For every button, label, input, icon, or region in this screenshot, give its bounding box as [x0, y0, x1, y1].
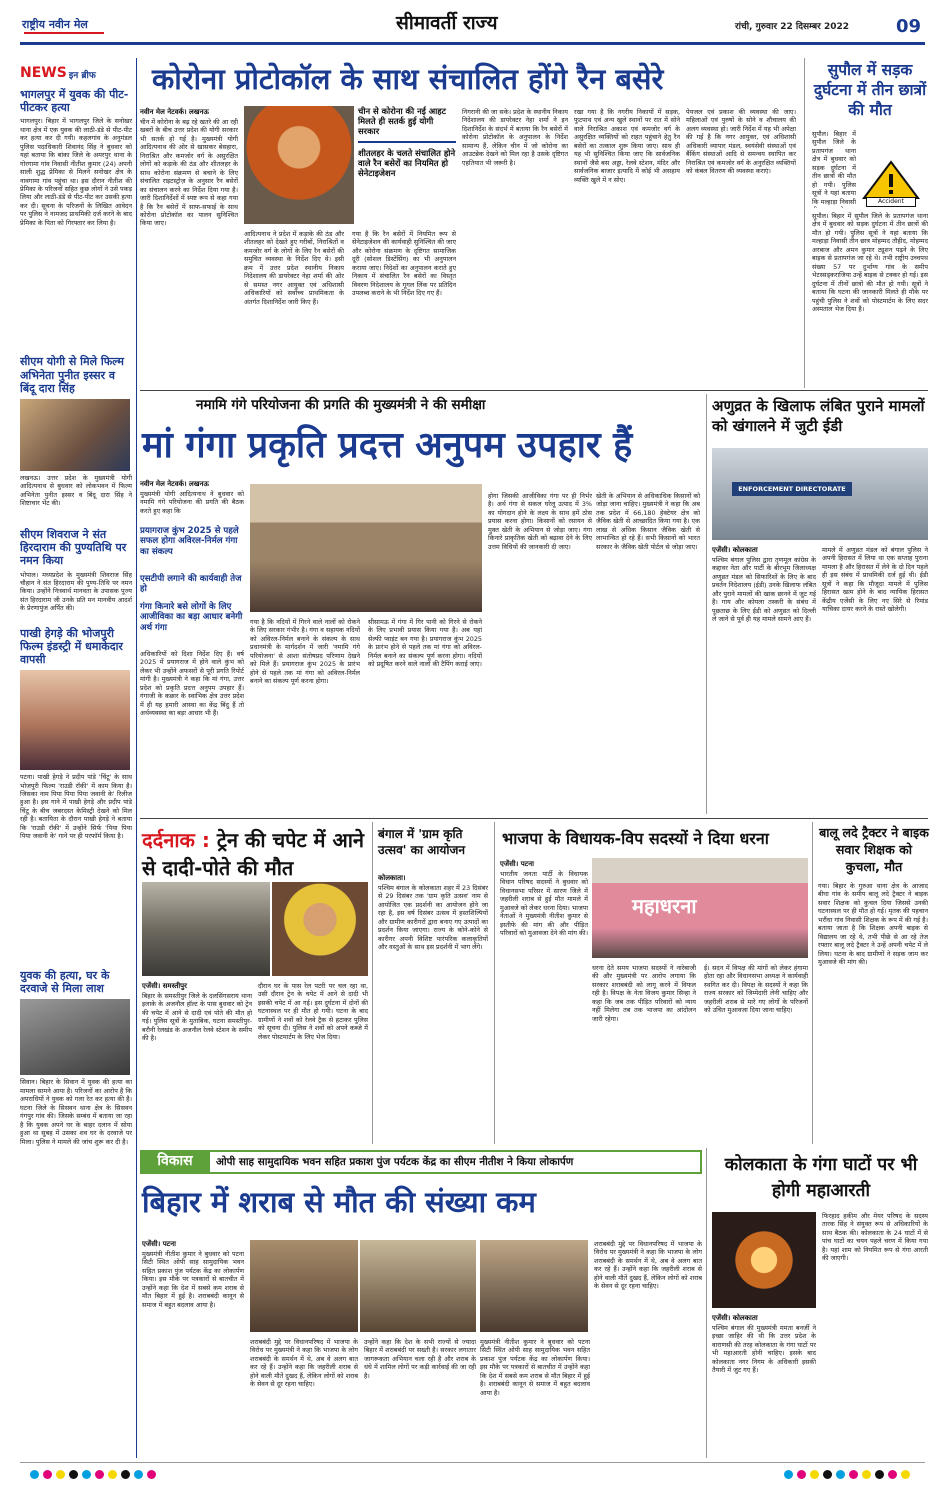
dharna-divider [494, 822, 495, 1144]
ed-sign: ENFORCEMENT DIRECTORATE [732, 482, 852, 496]
sidebar-story4-title: पाखी हेगड़े की भोजपुरी फिल्म इंडस्ट्री में धमाकेदार वापसी [20, 626, 123, 666]
tractor-body: गया। बिहार के गुरुआ थाना क्षेत्र के आजाद बीघा गांव के समीप बालू लदे ट्रैक्टर ने बाइक सवार शिक्षक को कुचल दिया जिससे उनकी घटनास्थल पर ही मौत हो गई। मृतक की पहचान भरौंधा गांव निवासी शिक्षक के रूप में की गई है। बताया जाता है कि शिक्षक अपनी बाइक से विद्यालय जा रहे थे, तभी पीछे से आ रहे तेज रफ्तार बालू लदे ट्रैक्टर ने उन्हें अपनी चपेट में ले लिया। घटना के बाद ग्रामीणों ने सड़क जाम कर मुआवजे की मांग की। [818, 882, 928, 967]
sidebar-story5-title: युवक की हत्या, घर के दरवाजे से मिला लाश [20, 969, 110, 996]
yogi-photo [244, 106, 354, 224]
corona-body-col3: गया है कि रैन बसेरों में नियमित रूप से सेनेटाइजेशन की कार्यवाही सुनिश्चित की जाए और कोरोना संक्रमण के दृष्टिगत सामाजिक दूरी (सोशल डिस्टेंसिंग) का भी अनुपालन कराया जाए। निदेशों का अनुपालन कराते हुए निकाय में संचालित रैन बसेरों का विस्तृत विवरण निदेशालय के गूगल लिंक पर प्रतिदिन उपलब्ध कराने के भी निर्देश दिए गए हैं। [352, 230, 456, 298]
train-headline-text: ट्रेन की चपेट में आने से दादी-पोते की मौत [142, 828, 365, 880]
strip-text-box [210, 1152, 700, 1172]
registration-marks-left [30, 1470, 160, 1479]
dateline: रांची, गुरुवार 22 दिसम्बर 2022 [735, 22, 849, 32]
supaul-body: सुपौल। बिहार में सुपौल जिले के प्रतापगंज थाना क्षेत्र में बुधवार को सड़क दुर्घटना में तीन छात्रों की मौत हो गयी। पुलिस सूत्रों ने यहां बताया कि मल्हाड़ा निवासी [812, 130, 856, 206]
ganga-body-col5: खेती के अभियान से अधिकाधिक किसानों को जोड़ा जाना चाहिए। मुख्यमंत्री ने कहा कि अब तक प्रदेश में 66,180 हेक्टेयर क्षेत्र को जैविक खेती से आच्छादित किया गया है। एक लाख से अधिक किसान जैविक खेती से लाभान्वित हो रहे हैं। सभी किसानों को भारत सरकार के जैविक खेती पोर्टल से जोड़ा जाए। [596, 492, 700, 551]
accident-sign-label: Accident [866, 197, 916, 207]
footer-rule [20, 1462, 925, 1463]
train-photo [142, 882, 270, 976]
corona-body-col6: पेयजल एवं प्रकाश की व्यवस्था की जाए। महिलाओं एवं पुरुषों के सोने व शौचालय की अलग व्यवस्था हो। जारी निर्देश में यह भी अपेक्षा की गई है कि नगर आयुक्त, एवं अधिशासी अधिकारी व्यापार मंडल, स्वयंसेवी संस्थाओं एवं बैंकिंग संस्थाओं आदि से समन्वय स्थापित कर निराश्रित एवं कमजोर वर्ग के अनुरक्षित व्यक्तियों को कंबल वितरण की व्यवस्था कराएं। [686, 108, 796, 176]
corona-byline: नवीन मेल नेटवर्क। लखनऊ [140, 108, 209, 116]
supaul-headline: सुपौल में सड़क दुर्घटना में तीन छात्रों की मौत [813, 61, 927, 119]
train-headline [142, 826, 370, 882]
tractor-headline: बालू लदे ट्रैक्टर ने बाइक सवार शिक्षक को कुचला, मौत [819, 825, 929, 874]
accident-sign [860, 160, 922, 206]
aarti-byline: एजेंसी। कोलकाता [712, 1314, 758, 1322]
right-column-divider [804, 58, 805, 388]
ganga-headline: मां गंगा प्रकृति प्रदत्त अनुपम उपहार हैं [142, 425, 633, 466]
train-headline-red: दर्दनाक : [142, 828, 210, 852]
corona-callout-1: चीन से कोरोना की नई आहट मिलते ही सतर्क हुई योगी सरकार [358, 106, 446, 137]
ganga-aarti-photo [712, 1212, 816, 1308]
ganga-body-col2: गया है कि नदियों में गिरने वाले नालों को रोकने के लिए सरकार गंभीर है। गंगा व सहायक नदियों को अविरल-निर्मल बनाने के संकल्प के साथ प्रधानमंत्री के मार्गदर्शन में जारी 'नमामि गंगे परियोजना' से आशा संतोषप्रद परिणाम देखने को मिले हैं। प्रयागराज कुंभ 2025 के प्रारंभ होने से पहले तक मां गंगा को अविरल-निर्मल बनाने का संकल्प पूर्ण करना होगा। [250, 618, 360, 686]
ed-body-col2: मामले में अणुव्रत मंडल को बंगाल पुलिस ने अपनी हिरासत में लिया था एक सप्ताह पुराना मामला है और हिरासत में लेने के दो दिन पहले ही इस संबंध में प्राथमिकी दर्ज हुई थी। ईडी सूत्रों ने कहा कि मौजूदा मामले में पुलिस हिरासत खत्म होने के बाद न्यायिक हिरासत केंद्रीय एजेंसी के लिए नए सिरे से रिमांड याचिका दायर करने के रास्ते खोलेगी। [822, 546, 928, 614]
nitish-photo-1 [250, 1240, 358, 1332]
meeting-photo [250, 484, 482, 612]
bengal-divider [372, 822, 373, 1144]
strip-label: विकास [157, 1153, 193, 1170]
liquor-body-col1: मुख्यमंत्री नीतीश कुमार ने बुधवार को पटना सिटी स्थित ओपी साह सामुदायिक भवन सहित प्रकाश पुंज पर्यटक केंद्र का लोकार्पण किया। इस मौके पर पत्रकारों से बातचीत में उन्होंने कहा कि देश में सबसे कम शराब से मौत बिहार में हुई है। शराबबंदी कानून से समाज में बहुत बदलाव आया है। [142, 1250, 244, 1309]
aarti-body-col1: पश्चिम बंगाल की मुख्यमंत्री ममता बनर्जी ने इच्छा जाहिर की थी कि उत्तर प्रदेश के वाराणसी की तरह कोलकाता के गंगा घाटों पर भी महाआरती होनी चाहिए। इसके बाद कोलकाता नगर निगम के अधिकारी इसकी तैयारी में जुट गए हैं। [712, 1324, 816, 1375]
liquor-headline: बिहार में शराब से मौत की संख्या कम [142, 1185, 536, 1219]
ed-headline: अणुव्रत के खिलाफ लंबित पुराने मामलों को खंगालने में जुटी ईडी [712, 397, 925, 435]
development-strip [140, 1150, 702, 1174]
ganga-kicker: नमामि गंगे परियोजना की प्रगति की मुख्यमंत्री ने की समीक्षा [196, 397, 486, 413]
ganga-byline: नवीन मेल नेटवर्क। लखनऊ [140, 480, 209, 488]
strip-text: ओपी साह सामुदायिक भवन सहित प्रकाश पुंज पर्यटक केंद्र का सीएम नीतीश ने किया लोकार्पण [216, 1155, 574, 1168]
ganga-block [140, 480, 702, 810]
sidebar-divider [136, 58, 137, 1458]
ganga-sub-1: प्रयागराज कुंभ 2025 से पहले सफल होगा अविरल-निर्मल गंगा का संकल्प [140, 526, 239, 557]
page-number: 09 [896, 16, 922, 37]
ganga-intro: मुख्यमंत्री योगी आदित्यनाथ ने बुधवार को नमामि गंगे परियोजना की प्रगति की बैठक करते हुए कहा कि [140, 490, 244, 515]
ganga-body-col3: सीसामऊ में गंगा में गिर पानी को गिरने से रोकने के लिए प्रभावी प्रयास किया गया है। अब यहां सेल्फी प्वाइंट बन गया है। प्रयागराज कुंभ 2025 के प्रारंभ होने से पहले तक मां गंगा को अविरल-निर्मल बनाने का संकल्प पूर्ण करना होगा। नदियों को प्रदूषित करने वाले नालों की टैपिंग कराई जाए। [368, 618, 482, 669]
dharna-body-col2: धरना देते समय भाजपा सदस्यों ने नारेबाजी की और मुख्यमंत्री पर आरोप लगाया कि सरकार शराबबंदी को लागू करने में विफल रही है। विपक्ष के नेता विजय कुमार सिन्हा ने कहा कि जब तक पीड़ित परिवारों को न्याय नहीं मिलेगा तब तक भाजपा का आंदोलन जारी रहेगा। [592, 964, 696, 1023]
aarti-body-col2: फिरहाद हकीम और मेयर परिषद के सदस्य तारक सिंह ने संयुक्त रूप से अधिकारियों के साथ बैठक की। कोलकाता के 24 घाटों में से पांच घाटों का चयन पहले चरण में किया गया है। यहां शाम को नियमित रूप से गंगा आरती की जाएगी। [822, 1212, 928, 1263]
train-body-col1: बिहार के समस्तीपुर जिले के दलसिंगसराय थाना इलाके के अजनौल हॉल्ट के पास बुधवार को ट्रेन की चपेट में आने से दादी एवं पोते की मौत हो गई। पुलिस सूत्रों के मुताबिक, घटना समस्तीपुर-बरौनी रेलखंड के अजनौल रेलवे स्टेशन के समीप की है। [142, 992, 252, 1043]
masthead [0, 0, 945, 50]
corona-callout-2: शीतलहर के चलते संचालित होने वाले रैन बसेरों का नियमित हो सेनेटाइजेशन [358, 148, 456, 179]
ed-byline: एजेंसी। कोलकाता [712, 546, 758, 554]
grieving-woman-photo [272, 882, 368, 976]
logo: राष्ट्रीय नवीन मेल [22, 18, 88, 31]
aarti-headline: कोलकाता के गंगा घाटों पर भी होगी महाआरती [724, 1155, 918, 1201]
sidebar-story3-body: भोपाल। मध्यप्रदेश के मुख्यमंत्री शिवराज सिंह चौहान ने संत हिरदाराम की पुण्य-तिथि पर नमन किया। उन्होंने निःस्वार्थ मानवता के उपासक पूज्य संत हिरदाराम जी उनके प्रति मन मानवीय आदर्श के प्रेरणापुंज अर्पित की। [20, 570, 132, 613]
news-label: NEWS इन ब्रीफ [20, 64, 96, 81]
bengal-headline: बंगाल में 'ग्राम कृति उत्सव' का आयोजन [378, 827, 466, 857]
ganga-sub-2: एसटीपी लगाने की कार्यवाही तेज हो [140, 574, 242, 595]
train-byline: एजेंसी। समस्तीपुर [142, 982, 187, 990]
dharna-body-col1: भारतीय जनता पार्टी के विधायक विधान परिषद सदस्यों ने बुधवार को विधानसभा परिसर में सारण जिले में जहरीली शराब से हुई मौत मामले में मुआवजे को लेकर धरना दिया। भाजपा नेताओं ने मुख्यमंत्री नीतीश कुमार से इस्तीफे की मांग की और पीड़ित परिवारों को मुआवजा देने की मांग की। [500, 870, 588, 938]
corona-body-col5: रखा गया है कि नगरीय निकायों में सड़क, फुटपाथ एवं अन्य खुले स्थानों पर रात में सोने वाले निराश्रित अकाश एवं कमजोर वर्ग के असुरक्षित व्यक्तियों को राहत पहुंचाने हेतु रैन बसेरों का तत्काल शुरू किया जाए। साथ ही यह भी सुनिश्चित किया जाए कि सार्वजनिक स्थानों जैसे बस अड्डा, रेलवे स्टेशन, मंदिर और सार्वजनिक बाजार इत्यादि में कोई भी असहाय व्यक्ति खुले में न सोए। [574, 108, 680, 184]
supaul-body-cont: सुपौल। बिहार में सुपौल जिले के प्रतापगंज थाना क्षेत्र में बुधवार को सड़क दुर्घटना में तीन छात्रों की मौत हो गयी। पुलिस सूत्रों ने यहां बताया कि मल्हाड़ा निवासी तीन छात्र मोहम्मद तौहीद, मोहम्मद अरबाज और अमन कुमार ट्यूशन पढ़ने के लिए बाइक से प्रतापगंज जा रहे थे। तभी राष्ट्रीय उच्चपथ संख्या 57 पर दुर्भाग्य गांव के समीप भेटस्सड्कराजिया उन्हें बाइक से टक्कर हो गई। इस दुर्घटना में तीनों छात्रों की मौत हो गयी। सूत्रों ने बताया कि घटना की जानकारी मिलते ही मौके पर पहुंची पुलिस ने शवों को पोस्टमार्टम के लिए सदर अस्पताल भेज दिया है। [812, 212, 928, 313]
row2-rule [140, 818, 928, 819]
liquor-body-col6: शराबबंदी मुद्दे पर विधानपरिषद में भाजपा के विरोध पर मुख्यमंत्री ने कहा कि भाजपा के लोग शराबबंदी के समर्थन में थे, अब वे अलग बात कर रहे हैं। उन्होंने कहा कि जहरीली शराब से होने वाली मौतें दुखद हैं, लेकिन लोगों को शराब के सेवन से दूर रहना चाहिए। [594, 1240, 702, 1291]
logo-swoosh [24, 32, 104, 34]
sidebar-story3-title: सीएम शिवराज ने संत हिरदाराम की पुण्यतिथि पर नमन किया [20, 527, 127, 568]
sidebar-news-brief [20, 58, 132, 1458]
nitish-photo-2 [360, 1240, 476, 1332]
aarti-divider [706, 1148, 707, 1458]
row1-rule [140, 390, 928, 391]
dharna-photo [592, 858, 808, 958]
masthead-rule [20, 42, 925, 45]
liquor-byline: एजेंसी। पटना [142, 1240, 176, 1248]
crime-scene-photo [20, 999, 130, 1075]
dharna-headline: भाजपा के विधायक-विप सदस्यों ने दिया धरना [502, 829, 769, 848]
sidebar-story5-body: सिवान। बिहार के सिवान में युवक की हत्या का मामला सामने आया है। परिजनों का आरोप है कि अपराधियों ने युवक को गला रेत कर हत्या की है। घटना जिले के सिसवन थाना क्षेत्र के सिसवन गंगपुर गांव की। जिसके सम्बंध में बताया जा रहा है कि युवक अपने घर के बाहर दलान में सोया हुआ था सुबह में उसका शव घर के दरवाजे पर मिला। पुलिस ने मामले की जांच शुरू कर दी है। [20, 1078, 132, 1146]
bengal-byline: कोलकाता। [378, 874, 406, 882]
ganga-body-col4: होगा जिसकी आजीविका गंगा पर ही निर्भर है। अर्थ गंगा से सकल घरेलू उत्पाद में 3% का योगदान होने के लक्ष्य के साथ हमें ठोस प्रयास करना होगा। किसानों को रसायन से मुक्त खेती के अभियान से जोड़ा जाए। गंगा किनारे प्राकृतिक खेती को बढ़ावा देने के लिए उत्तम विधियों की जानकारी दी जाए। [488, 492, 592, 551]
section-title: सीमावर्ती राज्य [396, 12, 498, 34]
corona-body-col4: निगरानी की जा सके। प्रदेश के स्थानीय निकाय निदेशालय की डायरेक्टर नेहा शर्मा ने इन दिशानिर्देश के संदर्भ में बताया कि रैन बसेरों में कोरोना प्रोटोकॉल के अनुपालन के निर्देश सामान्य हैं, लेकिन चीन में जो कोरोना का आउटब्रेक देखने को मिल रहा है उसके दृष्टिगत एहतियात भी जरूरी है। [462, 108, 568, 167]
sidebar-story4-body: पटना। पाखी हेगड़े ने प्रदीप पांडे 'चिंटू' के साथ भोजपुरी फिल्म 'राउडी रॉकी' में काम किया है। जिसका नाम पिया पिया पिया जवानी के' रिलीज हुआ है। इस गाने में पाखी हेगड़े और प्रदीप पांडे चिंटू के बीच जबरदस्त केमिस्ट्री देखने को मिल रही है। बतायिता के दौरान पाखी हेगड़े ने बताया कि 'राउडी रॉकी' में उन्होंने सिर्फ 'पिया पिया पिया जवानी के' गाने पर ही परफॉर्म किया है। [20, 773, 132, 841]
corona-callout-box [358, 106, 456, 224]
bengal-body: पश्चिम बंगाल के कोलकाता शहर में 23 दिसंबर से 29 दिसंबर तक 'ग्राम कृति उत्सव' नाम से आयोजित एक प्रदर्शनी का आयोजन होने जा रहा है, इस वर्ष दिसंबर उत्सव में हस्तशिल्पियों और ग्रामीण कारीगरों द्वारा बनाए गए उत्पादों का प्रदर्शन किया जाएगा। राज्य के कोने-कोने से कारीगर अपनी विशिष्ट पारंपरिक कलाकृतियों और वस्तुओं के साथ इस प्रदर्शनी में भाग लेंगे। [378, 884, 488, 952]
liquor-body-col2: शराबबंदी मुद्दे पर विधानपरिषद में भाजपा के विरोध पर मुख्यमंत्री ने कहा कि भाजपा के लोग शराबबंदी के समर्थन में थे, अब वे अलग बात कर रहे हैं। उन्होंने कहा कि जहरीली शराब से होने वाली मौतें दुखद हैं, लेकिन लोगों को शराब के सेवन से दूर रहना चाहिए। [250, 1338, 358, 1389]
corona-headline: कोरोना प्रोटोकॉल के साथ संचालित होंगे रैन बसेरे [152, 62, 664, 96]
dharna-banner: महाधरना [632, 894, 697, 918]
corona-body-col2: आदित्यनाथ ने प्रदेश में कड़ाके की ठंड और शीतलहर को देखते हुए गरीबों, निराश्रितों व कमजोर वर्ग के लोगों के लिए रैन बसेरों की समुचित व्यवस्था के निर्देश दिए थे। इसी क्रम में उत्तर प्रदेश स्थानीय निकाय निदेशालय की डायरेक्टर नेहा शर्मा की ओर से समस्त नगर आयुक्त एवं अधिशासी अधिकारियों को सर्वोच्च प्राथमिकता के अंतर्गत दिशानिर्देश जारी किए हैं। [244, 230, 344, 306]
dharna-body-col3: ई। सदन में विपक्ष की मांगों को लेकर हंगामा होता रहा और विधानसभा अध्यक्ष ने कार्यवाही स्थगित कर दी। विपक्ष के सदस्यों ने कहा कि राज्य सरकार को जिम्मेदारी लेनी चाहिए और जहरीली शराब से मारे गए लोगों के परिजनों को उचित मुआवजा दिया जाना चाहिए। [704, 964, 808, 1015]
sidebar-story1-body: भागलपुर। बिहार में भागलपुर जिले के सनोखर थाना क्षेत्र में एक युवक की लाठी-डंडे से पीट-पीट कर हत्या कर दी गयी। कहलगांव के अनुमंडल पुलिस पदाधिकारी शिवानंद सिंह ने बुधवार को यहां बताया कि बांका जिले के अमरपुर थाना के गोरगामा गांव निवासी नीतीश कुमार (24) अपनी साली शुद्ध प्रेमिका से मिलने सनोखर क्षेत्र के नावगामा गांव पहुंचा था। इस दौरान नीतीश की प्रेमिका के परिजनों सहित कुछ लोगों ने उसे पकड़ लिया और लाठी-डंडे से पीट-पीट कर उसकी हत्या कर दी। सूचना के परिजनों के लिखित आवेदन पर पुलिस ने नामजद प्राथमिकी दर्ज करने के बाद प्रेमिका के पिता को गिरफ्तार कर लिया है। [20, 117, 132, 227]
ed-building-photo [712, 448, 928, 540]
pakhi-hegde-photo [20, 670, 130, 770]
corona-body-col1: चीन में कोरोना के बढ़ रहे खतरे की आ रही खबरों के बीच उत्तर प्रदेश की योगी सरकार भी सतर्क हो गई है। मुख्यमंत्री योगी आदित्यनाथ की ओर से खासकर बेसहारा, निराश्रित और कमजोर वर्ग के असुरक्षित लोगों को कड़ाके की ठंड और शीतलहर के साथ कोरोना संक्रमण से बचाने के लिए संचालित राइटस्ट्रोज़ के अनुसार रैन बसेरों का संचालन करने का निर्देश दिया गया है। जारी दिशानिर्देशों में स्पष्ट रूप से कहा गया है कि रैन बसेरों में साफ-सफाई के साथ कोरोना प्रोटोकॉल का पालन सुनिश्चित किया जाए। [140, 118, 238, 228]
ed-body-col1: पश्चिम बंगाल पुलिस द्वारा तृणमूल कांग्रेस के कद्दावर नेता और पार्टी के बीरभूम जिलाध्यक्ष अणुव्रत मंडल को सिफारिशों के लिए के बाद प्रवर्तन निदेशालय (ईडी) उनके खिलाफ लंबित और पुराने मामलों की खाक छानने में जुट गई है। गाय और कोयला तस्करी के संबंध में पूछताछ के लिए ईडी को अणुव्रत को दिल्ली ले जाने से पूर्व ही यह मामले सामने आए हैं। [712, 556, 816, 624]
train-body-col2: दौरान घर के पास रेल पटरी पर चल रहा था, उसी दौरान ट्रेन के चपेट में आने से दादी भी इसकी चपेट में आ गई। इस दुर्घटना में दोनों की घटनास्थल पर ही मौत हो गयी। घटना के बाद ग्रामीणों ने शवों को रेलवे ट्रैक से हटाकर पुलिस को सूचना दी। पुलिस ने शवों को अपने कब्जे में लेकर पोस्टमार्टम के लिए भेज दिया। [258, 982, 368, 1041]
corona-block [140, 104, 798, 386]
liquor-body-col3: उन्होंने कहा कि देश के सभी राज्यों से ज्यादा बिहार में शराबबंदी पर सख्ती है। सरकार लगातार जागरूकता अभियान चला रही है और शराब के धंधे में शामिल लोगों पर कड़ी कार्रवाई की जा रही है। [364, 1338, 476, 1380]
yogi-actors-photo [20, 399, 130, 471]
tractor-divider [812, 822, 813, 1144]
registration-marks-right [784, 1470, 914, 1479]
dharna-byline: एजेंसी। पटना [500, 860, 534, 868]
sidebar-story2-title: सीएम योगी से मिले फिल्म अभिनेता पुनीत इस्सर व बिंदू दारा सिंह [20, 355, 124, 395]
ganga-sub-3: गंगा किनारे बसे लोगों के लिए आजीविका का बड़ा आधार बनेगी अर्थ गंगा [140, 602, 243, 633]
ed-divider [706, 394, 707, 814]
sidebar-story2-body: लखनऊ। उत्तर प्रदेश के मुख्यमंत्री योगी आदित्यनाथ से बुधवार को लोकभवन में फिल्म अभिनेता पुनीत इस्सर व बिंदू दारा सिंह ने शिष्टाचार भेंट की। [20, 473, 132, 508]
liquor-body-col5: मुख्यमंत्री नीतीश कुमार ने बुधवार को पटना सिटी स्थित ओपी साह सामुदायिक भवन सहित प्रकाश पुंज पर्यटक केंद्र का लोकार्पण किया। इस मौके पर पत्रकारों से बातचीत में उन्होंने कहा कि देश में सबसे कम शराब से मौत बिहार में हुई है। शराबबंदी कानून से समाज में बहुत बदलाव आया है। [480, 1338, 590, 1397]
sidebar-story1-title: भागलपुर में युवक की पीट-पीटकर हत्या [20, 88, 129, 115]
ganga-body-col1: अधिकारियों को दिशा निर्देश दिए हैं। वर्ष 2025 में प्रयागराज में होने वाले कुंभ को लेकर भी उन्होंने अफसरों से पूरी प्रगति रिपोर्ट मांगी है। मुख्यमंत्री ने कहा कि मां गंगा, उत्तर प्रदेश को प्रकृति प्रदत्त अनुपम उपहार हैं। गंगाजी के कछार के स्वाभिक क्षेत्र उत्तर प्रदेश में ही यह हमारी आस्था का केंद्र बिंदु हैं तो अर्थव्यवस्था का बड़ा आधार भी हैं। [140, 650, 244, 718]
